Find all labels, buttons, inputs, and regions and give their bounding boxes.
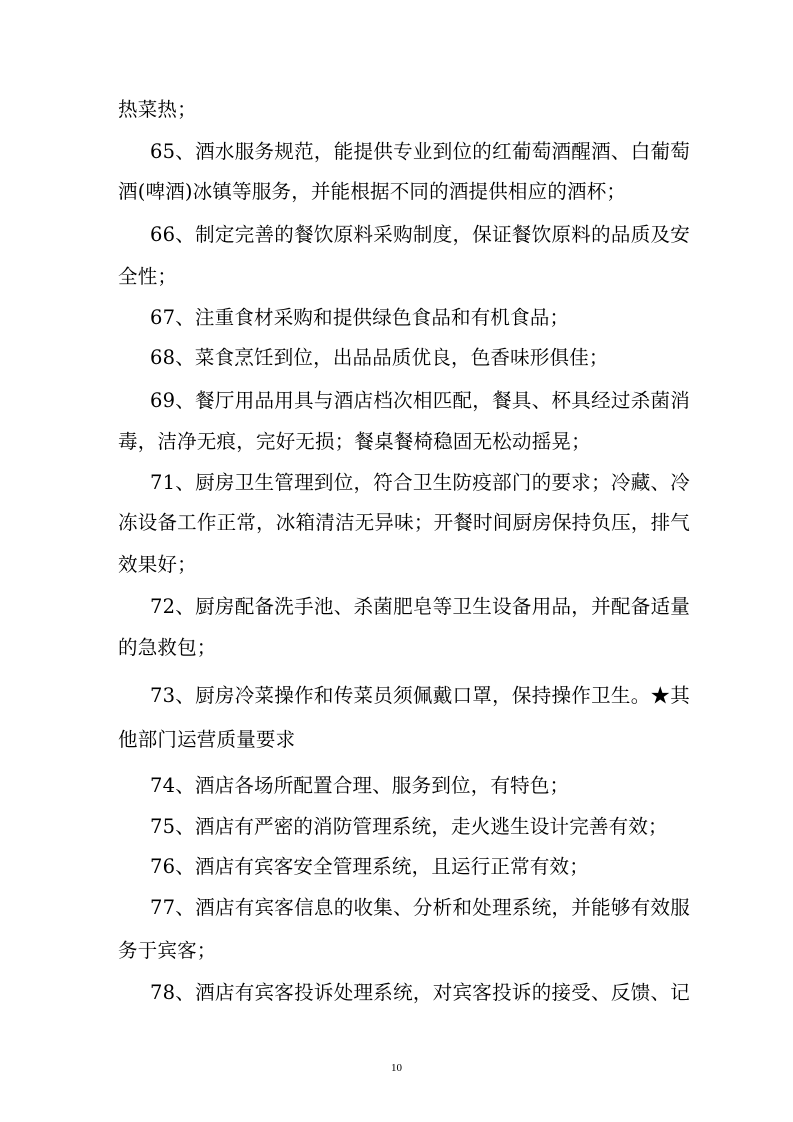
text-line: 78、酒店有宾客投诉处理系统，对宾客投诉的接受、反馈、记 xyxy=(150,981,690,1004)
text-line: 77、酒店有宾客信息的收集、分析和处理系统，并能够有效服 xyxy=(150,896,690,919)
text-line: 72、厨房配备洗手池、杀菌肥皂等卫生设备用品，并配备适量 xyxy=(150,595,690,618)
page-number: 10 xyxy=(391,1062,402,1074)
text-line: 76、酒店有宾客安全管理系统，且运行正常有效； xyxy=(150,855,589,878)
text-line: 全性； xyxy=(118,265,178,288)
text-line: 65、酒水服务规范，能提供专业到位的红葡萄酒醒酒、白葡萄 xyxy=(150,140,690,163)
text-line: 的急救包； xyxy=(118,636,217,659)
text-line: 75、酒店有严密的消防管理系统，走火逃生设计完善有效； xyxy=(150,815,668,838)
text-line: 酒(啤酒)冰镇等服务，并能根据不同的酒提供相应的酒杯； xyxy=(118,180,627,203)
text-line: 66、制定完善的餐饮原料采购制度，保证餐饮原料的品质及安 xyxy=(150,223,690,246)
text-line: 效果好； xyxy=(118,553,197,576)
text-line: 71、厨房卫生管理到位，符合卫生防疫部门的要求；冷藏、冷 xyxy=(150,471,690,494)
text-line: 74、酒店各场所配置合理、服务到位，有特色； xyxy=(150,774,570,797)
section-heading: 他部门运营质量要求 xyxy=(118,728,296,751)
text-line: 毒，洁净无痕，完好无损；餐桌餐椅稳固无松动摇晃； xyxy=(118,430,591,453)
text-line: 73、厨房冷菜操作和传菜员须佩戴口罩，保持操作卫生。★其 xyxy=(150,684,690,707)
text-line: 69、餐厅用品用具与酒店档次相匹配，餐具、杯具经过杀菌消 xyxy=(150,389,690,412)
text-line: 冻设备工作正常，冰箱清洁无异味；开餐时间厨房保持负压，排气 xyxy=(118,511,690,534)
text-line: 热菜热； xyxy=(118,98,197,121)
text-line: 67、注重食材采购和提供绿色食品和有机食品； xyxy=(150,306,570,329)
text-line: 68、菜食烹饪到位，出品品质优良，色香味形俱佳； xyxy=(150,346,609,369)
text-line: 务于宾客； xyxy=(118,939,217,962)
